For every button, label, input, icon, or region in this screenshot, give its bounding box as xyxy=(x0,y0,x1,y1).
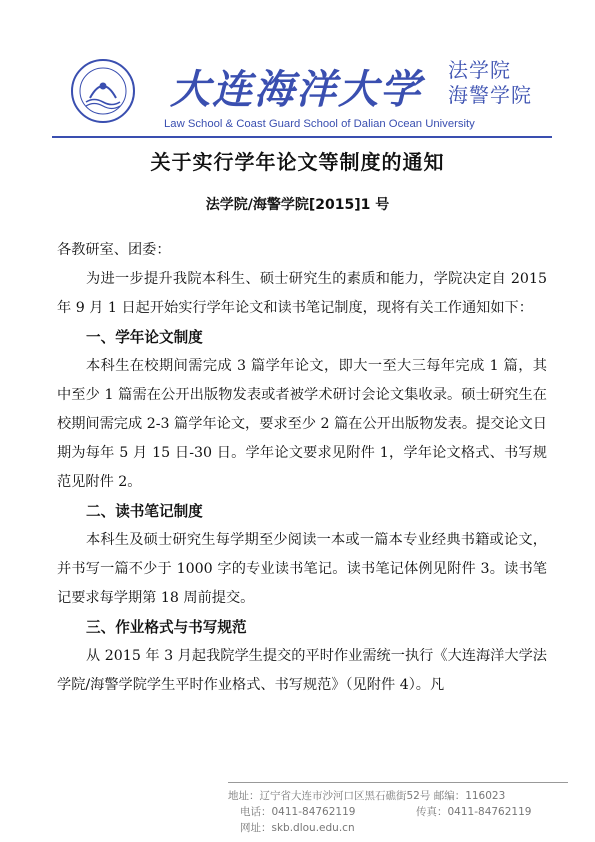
intro-paragraph: 为进一步提升我院本科生、硕士研究生的素质和能力，学院决定自 2015 年 9 月 1 日起开始实行学年论文和读书笔记制度，现将有关工作通知如下： xyxy=(57,271,547,316)
document-title: 关于实行学年论文等制度的通知 xyxy=(150,150,445,174)
section-heading-thesis: 一、学年论文制度 xyxy=(86,329,203,346)
footer-phone: 电话：0411-84762119 xyxy=(240,806,356,818)
document-body xyxy=(57,236,547,700)
section-body-format: 从 2015 年 3 月起我院学生提交的平时作业需统一执行《大连海洋大学法学院/海警学院学生平时作业格式、书写规范》（见附件 4）。凡 xyxy=(57,648,547,693)
letterhead xyxy=(0,0,595,140)
university-seal-logo xyxy=(70,58,136,124)
school-name-english: Law School & Coast Guard School of Dalian Ocean University xyxy=(164,118,475,130)
document-number: 法学院/海警学院[2015]1 号 xyxy=(205,197,390,213)
section-body-thesis: 本科生在校期间需完成 3 篇学年论文，即大一至大三每年完成 1 篇，其中至少 1 篇需在公开出版物发表或者被学术研讨会论文集收录。硕士研究生在校期间需完成 2-3 篇学年论文，要求至少 2 篇在公开出版物发表。提交论文日期为每年 5 月 15 日-30 日。学年论文要求见附件 1，学年论文格式、书写规范见附件 2。 xyxy=(57,358,547,490)
section-heading-reading-notes: 二、读书笔记制度 xyxy=(86,503,203,520)
footer-address: 地址：辽宁省大连市沙河口区黑石礁街52号 邮编：116023 xyxy=(228,790,506,802)
footer-divider xyxy=(228,782,568,783)
school-name-law: 法学院 xyxy=(448,58,511,82)
section-body-reading-notes: 本科生及硕士研究生每学期至少阅读一本或一篇本专业经典书籍或论文，并书写一篇不少于 1000 字的专业读书笔记。读书笔记体例见附件 3。读书笔记要求每学期第 18 周前提交。 xyxy=(57,532,547,606)
header-divider xyxy=(52,136,552,138)
salutation: 各教研室、团委： xyxy=(57,242,171,258)
footer-fax: 传真：0411-84762119 xyxy=(416,806,532,818)
school-name-coast-guard: 海警学院 xyxy=(448,83,532,107)
letterhead-footer xyxy=(228,782,568,838)
university-name-calligraphy: 大连海洋大学 xyxy=(170,66,422,113)
section-heading-format: 三、作业格式与书写规范 xyxy=(86,619,247,636)
school-name-block xyxy=(448,58,532,108)
footer-website: 网址：skb.dlou.edu.cn xyxy=(240,822,355,834)
